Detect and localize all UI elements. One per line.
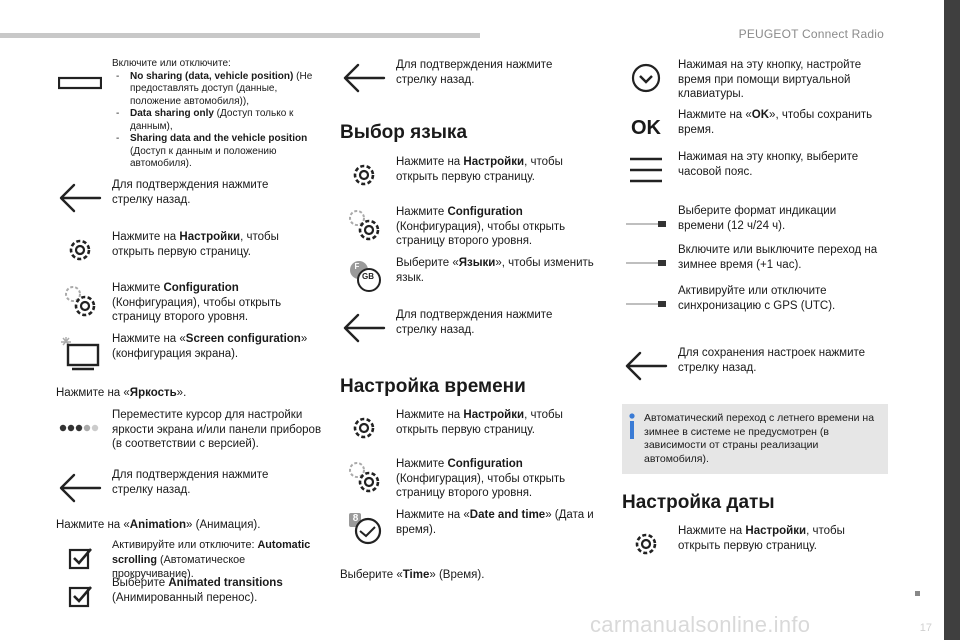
animated-transitions-item: Выберите Animated transitions (Анимированный перенос). xyxy=(56,576,322,616)
language-heading: Выбор языка xyxy=(340,122,468,143)
virtual-keyboard-item xyxy=(622,58,878,102)
lang-settings-item: Нажмите на Настройки, чтобы открыть первую страницу. xyxy=(340,155,596,195)
sharing-option-3: - Sharing data and the vehicle position (Доступ к данным и положению автомобиля). xyxy=(112,133,322,171)
brightness-instruction: Нажмите на «Яркость». xyxy=(56,387,187,399)
lang-icon-gb-label: GB xyxy=(362,271,374,281)
list-menu-icon xyxy=(622,150,670,190)
back-confirm-text-3: Для подтверждения нажмите стрелку назад. xyxy=(396,59,553,86)
back-arrow-icon xyxy=(56,178,104,218)
languages-item: F GB Выберите «Языки», чтобы изменить язык. xyxy=(340,256,596,296)
configuration-gears-icon xyxy=(56,281,104,321)
time-format-text: Выберите формат индикации времени (12 ч/24 ч). xyxy=(678,205,837,232)
virtual-keyboard-text: Нажимая на эту кнопку, настройте время при помощи виртуальной клавиатуры. xyxy=(678,59,862,100)
back-confirm-item-4 xyxy=(340,308,591,348)
gps-sync-item xyxy=(622,284,878,324)
toggle-off-icon xyxy=(622,243,670,283)
date-heading: Настройка даты xyxy=(622,492,775,513)
info-icon xyxy=(627,412,637,440)
screen-brightness-icon xyxy=(56,332,104,372)
brightness-slider-icon xyxy=(56,408,104,448)
watermark-text: carmanualsonline.info xyxy=(590,612,811,637)
toggle-off-icon xyxy=(622,204,670,244)
ok-icon: OK xyxy=(631,116,661,139)
dst-text: Включите или выключите переход на зимнее время (+1 час). xyxy=(678,244,878,271)
auto-scroll-item: Активируйте или отключите: Automatic scrolling (Автоматическое прокручивание). xyxy=(56,538,322,582)
settings-gear-icon xyxy=(56,230,104,270)
page-number: 17 xyxy=(919,622,932,634)
lang-icon-f-label: F xyxy=(354,261,360,271)
date-settings-item: Нажмите на Настройки, чтобы открыть первую страницу. xyxy=(622,524,878,564)
configuration-item: Нажмите Configuration (Конфигурация), чтобы открыть страницу второго уровня. xyxy=(56,281,312,325)
save-settings-item xyxy=(622,346,878,386)
date-time-item: 8 Нажмите на «Date and time» (Дата и время). xyxy=(340,508,596,548)
sharing-option-1: - No sharing (data, vehicle position) (Не предоставлять доступ (данные, положение автомобиля)), xyxy=(112,71,322,109)
toggle-off-icon xyxy=(622,284,670,324)
gps-sync-text: Активируйте или отключите синхронизацию с GPS (UTC). xyxy=(678,285,836,312)
sharing-intro: Включите или отключите: xyxy=(112,58,231,69)
info-note-text: Автоматический переход с летнего времени на зимнее в системе не предусмотрен (в зависимости от страны реализации автомобиля). xyxy=(644,412,875,465)
sharing-option-2: - Data sharing only (Доступ только к данным), xyxy=(112,108,322,133)
brightness-slider-text: Переместите курсор для настройки яркости экрана и/или панели приборов (в соответствии с версией). xyxy=(112,409,322,450)
back-confirm-text: Для подтверждения нажмите стрелку назад. xyxy=(112,179,269,206)
back-confirm-item xyxy=(56,178,312,218)
top-divider-bar xyxy=(0,33,480,38)
language-icon xyxy=(340,256,388,296)
clock-icon xyxy=(340,508,388,548)
configuration-gears-icon xyxy=(340,205,388,245)
back-arrow-icon xyxy=(56,468,104,508)
settings-gear-icon xyxy=(622,524,670,564)
lang-configuration-item: Нажмите Configuration (Конфигурация), чтобы открыть страницу второго уровня. xyxy=(340,205,596,249)
back-confirm-item-2 xyxy=(56,468,312,508)
page-marker xyxy=(915,591,920,596)
time-format-item xyxy=(622,204,878,244)
brightness-slider-item xyxy=(56,408,322,452)
time-select-instruction: Выберите «Time» (Время). xyxy=(340,569,485,581)
save-settings-text: Для сохранения настроек нажмите стрелку назад. xyxy=(678,347,866,374)
time-heading: Настройка времени xyxy=(340,376,526,397)
dst-item xyxy=(622,243,878,283)
checkbox-checked-icon xyxy=(56,538,104,578)
back-arrow-icon xyxy=(340,58,388,98)
info-note-box xyxy=(622,404,888,474)
back-confirm-text-4: Для подтверждения нажмите стрелку назад. xyxy=(396,309,553,336)
side-tab-bar xyxy=(944,0,960,640)
chevron-down-icon xyxy=(622,58,670,98)
settings-gear-icon xyxy=(340,408,388,448)
configuration-gears-icon xyxy=(340,457,388,497)
settings-item: Нажмите на Настройки, чтобы открыть первую страницу. xyxy=(56,230,312,270)
time-configuration-item: Нажмите Configuration (Конфигурация), чтобы открыть страницу второго уровня. xyxy=(340,457,596,501)
back-arrow-icon xyxy=(622,346,670,386)
checkbox-checked-icon xyxy=(56,576,104,616)
page-header-title: PEUGEOT Connect Radio xyxy=(738,27,884,41)
sharing-options-item xyxy=(56,58,322,171)
clock-badge-label: 8 xyxy=(352,512,359,524)
toggle-off-icon xyxy=(56,58,104,108)
timezone-text: Нажимая на эту кнопку, выберите часовой пояс. xyxy=(678,151,859,178)
back-confirm-item-3 xyxy=(340,58,591,98)
animation-instruction: Нажмите на «Animation» (Анимация). xyxy=(56,519,261,531)
settings-gear-icon xyxy=(340,155,388,195)
back-confirm-text-2: Для подтверждения нажмите стрелку назад. xyxy=(112,469,269,496)
screen-config-item: Нажмите на «Screen configuration» (конфигурация экрана). xyxy=(56,332,312,372)
timezone-item xyxy=(622,150,878,190)
ok-item: OK Нажмите на «OK», чтобы сохранить время. xyxy=(622,108,878,148)
time-settings-item: Нажмите на Настройки, чтобы открыть первую страницу. xyxy=(340,408,596,448)
back-arrow-icon xyxy=(340,308,388,348)
